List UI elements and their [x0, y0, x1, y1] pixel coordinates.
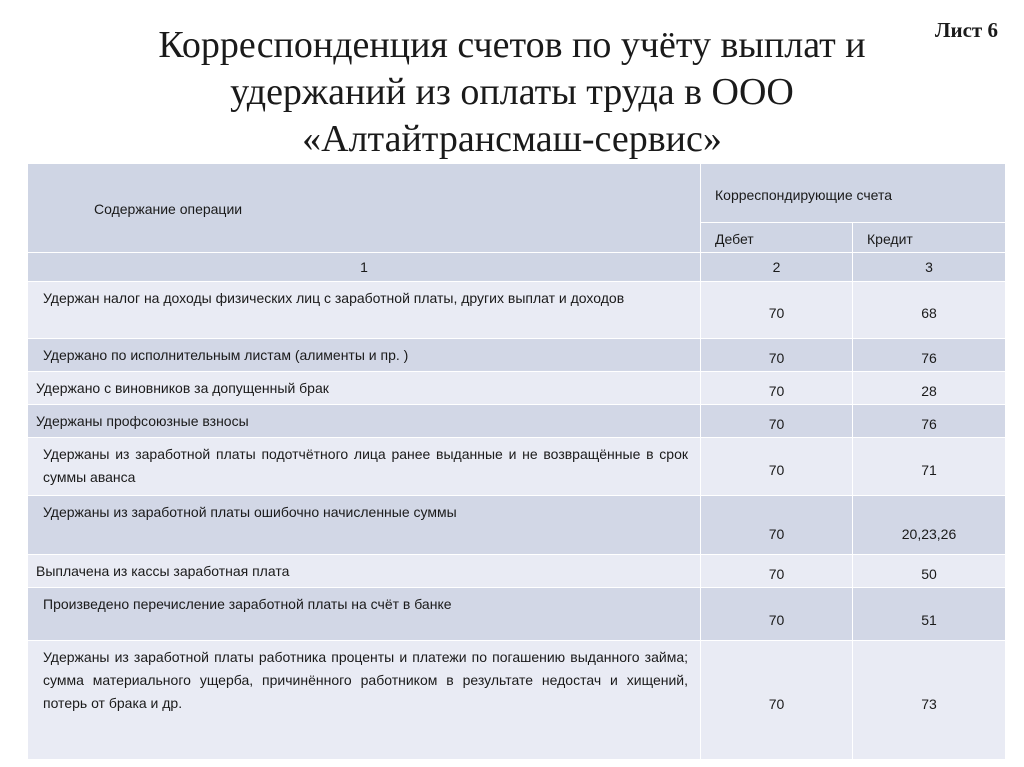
credit-cell: 76 [853, 405, 1006, 438]
debit-cell: 70 [701, 282, 853, 339]
debit-cell: 70 [701, 496, 853, 555]
table-row [28, 405, 1006, 438]
header-credit-label: Кредит [867, 231, 913, 247]
credit-cell: 76 [853, 339, 1006, 372]
credit-cell: 73 [853, 641, 1006, 760]
header-debit-label: Дебет [715, 231, 754, 247]
header-content-label: Содержание операции [94, 201, 243, 217]
table-row [28, 588, 1006, 641]
credit-cell: 28 [853, 372, 1006, 405]
operation-cell: Удержано по исполнительным листам (алименты и пр. ) [28, 339, 701, 372]
credit-cell: 68 [853, 282, 1006, 339]
table-row [28, 555, 1006, 588]
operation-cell: Удержано с виновников за допущенный брак [28, 372, 701, 405]
accounts-table [27, 163, 1006, 760]
sheet-label: Лист 6 [934, 18, 998, 42]
debit-cell: 70 [701, 641, 853, 760]
credit-cell: 71 [853, 438, 1006, 496]
operation-cell: Произведено перечисление заработной платы на счёт в банке [28, 588, 701, 641]
debit-cell: 70 [701, 555, 853, 588]
header-credit-cell [853, 223, 1006, 253]
operation-cell: Удержаны из заработной платы подотчётного лица ранее выданные и не возвращённые в срок суммы аванса [28, 438, 701, 496]
column-number: 3 [853, 253, 1006, 282]
credit-cell: 20,23,26 [853, 496, 1006, 555]
debit-cell: 70 [701, 438, 853, 496]
header-debit-cell [701, 223, 853, 253]
table-row [28, 339, 1006, 372]
operation-cell: Удержаны профсоюзные взносы [28, 405, 701, 438]
table-row [28, 438, 1006, 496]
title-line-2: удержаний из оплаты труда в ООО [230, 71, 794, 113]
debit-cell: 70 [701, 339, 853, 372]
table-header-row [28, 164, 1006, 223]
debit-cell: 70 [701, 405, 853, 438]
operation-cell: Удержаны из заработной платы ошибочно начисленные суммы [28, 496, 701, 555]
table-row [28, 496, 1006, 555]
title-line-3: «Алтайтрансмаш-сервис» [302, 118, 722, 160]
column-number: 2 [701, 253, 853, 282]
column-number: 1 [28, 253, 701, 282]
table-row [28, 641, 1006, 760]
page-title [40, 22, 984, 163]
credit-cell: 51 [853, 588, 1006, 641]
header-corresponding-label: Корреспондирующие счета [715, 187, 893, 203]
header-content-cell [28, 164, 701, 253]
debit-cell: 70 [701, 588, 853, 641]
operation-cell: Удержан налог на доходы физических лиц с заработной платы, других выплат и доходов [28, 282, 701, 339]
debit-cell: 70 [701, 372, 853, 405]
column-numbers-row [28, 253, 1006, 282]
operation-cell: Удержаны из заработной платы работника проценты и платежи по погашению выданного займа; сумма материального ущерба, причинённого работником в результате недостач и хищений, потерь от брака и др. [28, 641, 701, 760]
credit-cell: 50 [853, 555, 1006, 588]
table-row [28, 372, 1006, 405]
operation-cell: Выплачена из кассы заработная плата [28, 555, 701, 588]
table-row [28, 282, 1006, 339]
title-line-1: Корреспонденция счетов по учёту выплат и [158, 24, 866, 66]
header-corresponding-cell [701, 164, 1006, 223]
